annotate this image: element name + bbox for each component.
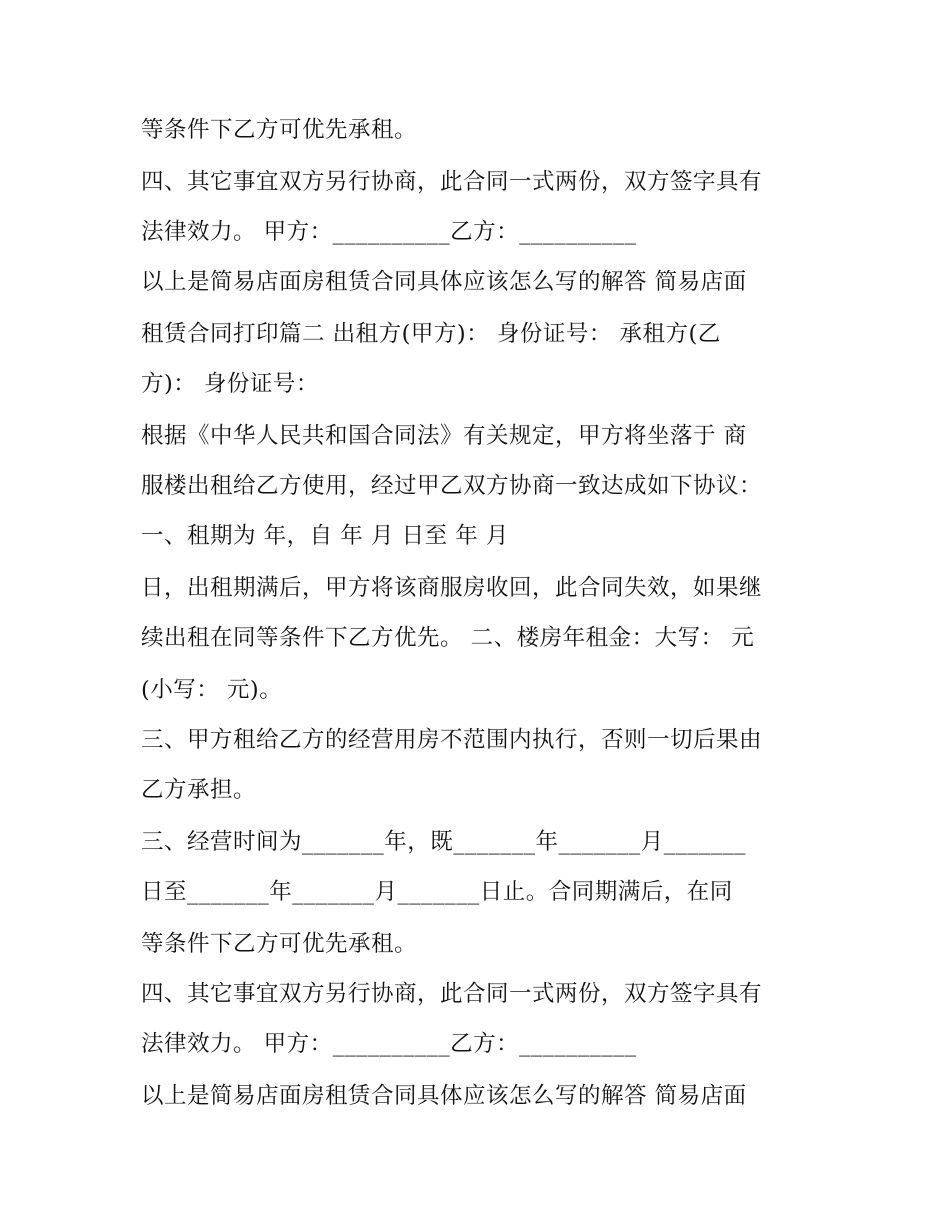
text-line: 一、租期为 年，自 年 月 日至 年 月 (141, 523, 509, 549)
text-line: 乙方承担。 (141, 777, 257, 803)
text-line: 四、其它事宜双方另行协商，此合同一式两份，双方签字具有 (141, 169, 763, 195)
text-line: 以上是简易店面房租赁合同具体应该怎么写的解答 简易店面 (141, 1083, 747, 1109)
text-line: 法律效力。 甲方：__________乙方：__________ (141, 1031, 637, 1057)
text-line: 日，出租期满后，甲方将该商服房收回，此合同失效，如果继 (141, 575, 763, 601)
text-line: 法律效力。 甲方：__________乙方：__________ (141, 219, 637, 245)
text-line: (小写： 元)。 (141, 677, 283, 703)
text-line: 三、经营时间为_______年，既_______年_______月_______ (141, 829, 747, 855)
text-line: 方)： 身份证号： (141, 371, 319, 397)
text-line: 以上是简易店面房租赁合同具体应该怎么写的解答 简易店面 (141, 269, 747, 295)
text-line: 四、其它事宜双方另行协商，此合同一式两份，双方签字具有 (141, 981, 763, 1007)
text-line: 租赁合同打印篇二 出租方(甲方)： 身份证号： 承租方(乙 (141, 321, 721, 347)
text-line: 三、甲方租给乙方的经营用房不范围内执行，否则一切后果由 (141, 727, 763, 753)
text-line: 日至_______年_______月_______日止。合同期满后，在同 (141, 879, 733, 905)
text-line: 等条件下乙方可优先承租。 (141, 931, 418, 957)
text-line: 等条件下乙方可优先承租。 (141, 117, 418, 143)
text-line: 服楼出租给乙方使用，经过甲乙双方协商一致达成如下协议： (141, 473, 763, 499)
text-line: 根据《中华人民共和国合同法》有关规定，甲方将坐落于 商 (141, 423, 747, 449)
text-line: 续出租在同等条件下乙方优先。 二、楼房年租金：大写： 元 (141, 625, 755, 651)
